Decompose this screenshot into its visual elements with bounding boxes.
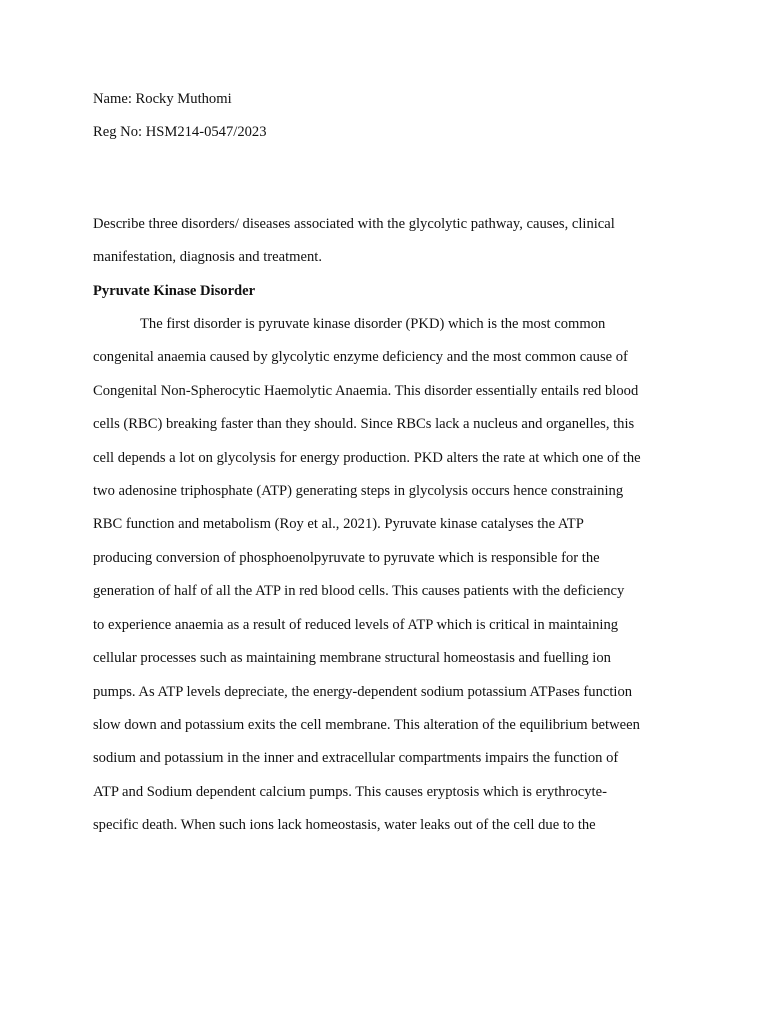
paragraph-line: cellular processes such as maintaining membrane structural homeostasis and fuelling ion [93, 650, 611, 667]
document-page [93, 83, 683, 843]
paragraph-line: Congenital Non-Spherocytic Haemolytic Anaemia. This disorder essentially entails red blood [93, 382, 639, 399]
paragraph-line: sodium and potassium in the inner and extracellular compartments impairs the function of [93, 750, 619, 767]
paragraph-line: The first disorder is pyruvate kinase disorder (PKD) which is the most common [140, 316, 606, 333]
question-line-2: manifestation, diagnosis and treatment. [93, 249, 322, 266]
paragraph-line: RBC function and metabolism (Roy et al., 2021). Pyruvate kinase catalyses the ATP [93, 516, 584, 533]
question-line-1: Describe three disorders/ diseases associated with the glycolytic pathway, causes, clinical [93, 215, 615, 232]
paragraph-line: producing conversion of phosphoenolpyruvate to pyruvate which is responsible for the [93, 549, 600, 566]
student-name: Name: Rocky Muthomi [93, 91, 232, 107]
paragraph-line: slow down and potassium exits the cell membrane. This alteration of the equilibrium between [93, 716, 640, 733]
paragraph-line: cell depends a lot on glycolysis for energy production. PKD alters the rate at which one of the [93, 449, 641, 466]
paragraph-line: ATP and Sodium dependent calcium pumps. This causes eryptosis which is erythrocyte- [93, 783, 607, 800]
paragraph-line: specific death. When such ions lack homeostasis, water leaks out of the cell due to the [93, 817, 596, 834]
paragraph-line: congenital anaemia caused by glycolytic enzyme deficiency and the most common cause of [93, 349, 628, 366]
paragraph-line: cells (RBC) breaking faster than they should. Since RBCs lack a nucleus and organelles, this [93, 416, 635, 433]
paragraph-line: generation of half of all the ATP in red blood cells. This causes patients with the deficiency [93, 583, 625, 600]
registration-number: Reg No: HSM214-0547/2023 [93, 124, 267, 141]
paragraph-line: to experience anaemia as a result of reduced levels of ATP which is critical in maintaining [93, 616, 619, 633]
section-heading: Pyruvate Kinase Disorder [93, 282, 256, 299]
paragraph-line: two adenosine triphosphate (ATP) generating steps in glycolysis occurs hence constraining [93, 483, 624, 500]
paragraph-line: pumps. As ATP levels depreciate, the energy-dependent sodium potassium ATPases function [93, 683, 633, 700]
spacer [93, 150, 683, 208]
